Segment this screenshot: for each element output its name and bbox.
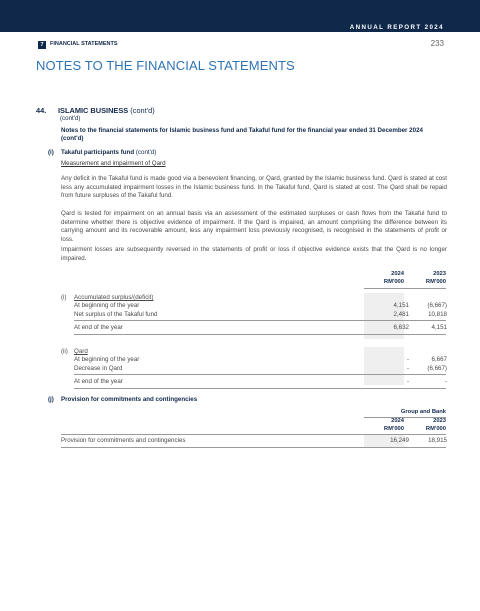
note-title: ISLAMIC BUSINESS (58, 106, 129, 115)
col-unit: RM'000 (425, 426, 446, 432)
note-heading (36, 106, 155, 115)
page-number: 233 (430, 39, 444, 48)
section-i-title: Takaful participants fund (61, 149, 135, 156)
table-row (0, 437, 480, 446)
col-unit: RM'000 (383, 426, 404, 432)
part-label: (ii) (61, 348, 68, 355)
value-2023: 18,915 (428, 437, 447, 444)
value-2023: - (444, 378, 447, 385)
part-title: Qard (74, 348, 88, 355)
section-row (38, 40, 444, 50)
table-row (0, 302, 480, 311)
page-title: NOTES TO THE FINANCIAL STATEMENTS (36, 58, 295, 73)
annual-report-label: ANNUAL REPORT 2024 (349, 24, 444, 31)
row-divider (74, 334, 446, 335)
header-bar (0, 0, 480, 32)
col-header-2023 (406, 417, 446, 433)
value-2024: 16,249 (390, 437, 409, 444)
col-header-2024 (364, 417, 404, 433)
row-label: Decrease in Qard (74, 365, 123, 372)
header-divider (364, 288, 446, 289)
row-divider (61, 447, 446, 448)
note-cont-line: (cont'd) (60, 115, 81, 122)
value-2024: - (406, 378, 409, 385)
section-j-heading (48, 396, 197, 403)
section-i-subtitle: Measurement and impairment of Qard (61, 160, 166, 167)
value-2023: 6,667 (431, 356, 447, 363)
col-year: 2024 (391, 271, 404, 277)
value-2024: 6,632 (393, 324, 409, 331)
table-row (0, 311, 480, 320)
value-2023: (6,667) (427, 365, 447, 372)
col-unit: RM'000 (383, 279, 404, 285)
part-label: (i) (61, 294, 67, 301)
group-header: Group and Bank (400, 409, 446, 415)
paragraph: Any deficit in the Takaful fund is made good via a benevolent financing, or Qard, granted by the Islamic business fund. Qard is stated at cost less any accumulated impairment losses in the Islamic business fund. In the Takaful fund, Qard is stated at cost. The Qard shall be repaid from future surpluses of the Takaful fund. (61, 175, 447, 199)
col-year: 2023 (433, 271, 446, 277)
section-i-label: (i) (48, 149, 54, 156)
row-label: At beginning of the year (74, 302, 140, 309)
value-2023: (6,667) (427, 302, 447, 309)
section-i-cont: (cont'd) (135, 149, 157, 156)
part-title: Accumulated surplus/(deficit) (74, 294, 154, 301)
section-label: FINANCIAL STATEMENTS (50, 41, 118, 47)
paragraph: Qard is tested for impairment on an annual basis via an assessment of the estimated surpluses or cash flows from the Takaful fund to determine whether there is objective evidence of impairment. If the Qard is impaired, an amount comprising the difference between its carrying amount and its recoverable amount, less any impairment loss previously recognised, is recognised in the statements of profit or loss. (61, 210, 447, 243)
row-label: Net surplus of the Takaful fund (74, 311, 158, 318)
note-number: 44. (36, 106, 47, 115)
section-i-heading (48, 149, 156, 156)
note-subheading: Notes to the financial statements for Islamic business fund and Takaful fund for the financial year ended 31 December 2024 (cont'd) (61, 127, 423, 142)
col-header-2023 (406, 270, 446, 286)
row-label: At end of the year (74, 324, 123, 331)
col-unit: RM'000 (425, 279, 446, 285)
col-year: 2023 (433, 418, 446, 424)
row-label: Provision for commitments and contingencies (61, 437, 186, 444)
section-j-label: (j) (48, 396, 54, 403)
value-2024: - (406, 356, 409, 363)
value-2024: 2,481 (393, 311, 409, 318)
section-number-badge: 7 (38, 41, 46, 49)
col-header-2024 (364, 270, 404, 286)
value-2024: 4,151 (393, 302, 409, 309)
col-year: 2024 (391, 418, 404, 424)
row-label: At beginning of the year (74, 356, 140, 363)
table-row (0, 365, 480, 374)
table-total-row (0, 378, 480, 387)
row-divider (74, 388, 446, 389)
table-row (0, 356, 480, 365)
row-label: At end of the year (74, 378, 123, 385)
value-2024: - (406, 365, 409, 372)
note-cont: (cont'd) (130, 106, 155, 115)
section-j-title: Provision for commitments and contingencies (61, 396, 198, 403)
row-divider (74, 320, 446, 321)
table-total-row (0, 324, 480, 333)
value-2023: 10,818 (428, 311, 447, 318)
row-divider (74, 374, 446, 375)
value-2023: 4,151 (431, 324, 447, 331)
paragraph: Impairment losses are subsequently reversed in the statements of profit or loss if objective evidence exists that the Qard is no longer impaired. (61, 246, 447, 262)
